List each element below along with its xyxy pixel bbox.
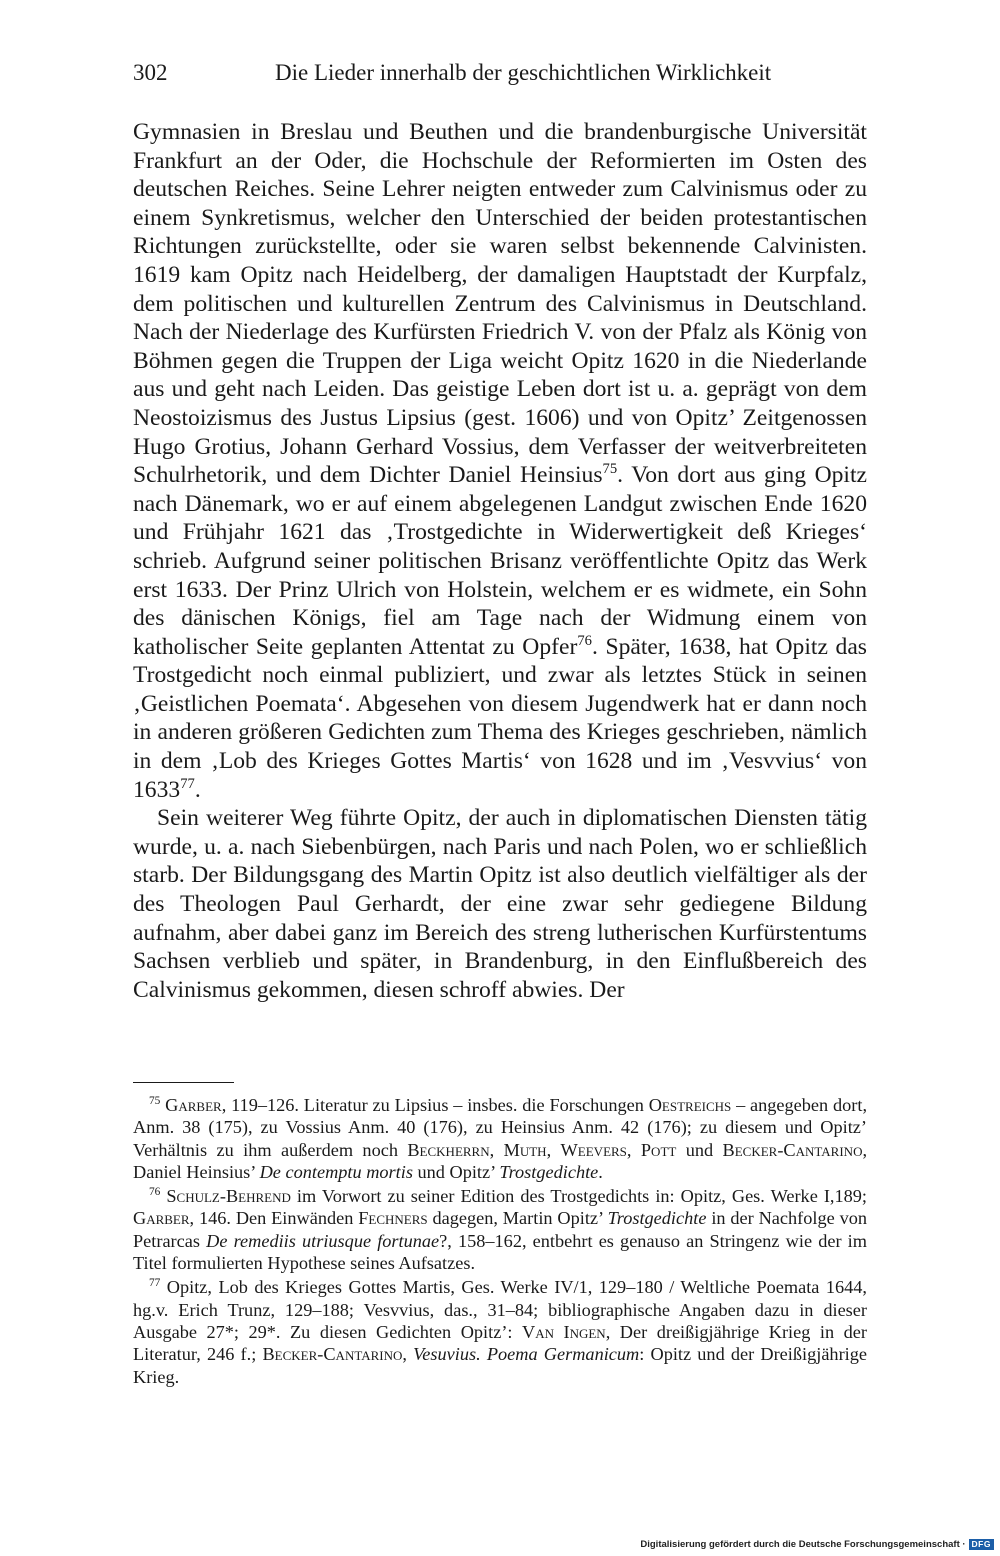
author-name: Garber [165,1095,222,1115]
author-name: Fechners [358,1208,428,1229]
author-name: Becker-Cantarino [262,1344,403,1365]
footnote-ref-77: 77 [180,775,195,792]
footnotes [133,1094,867,1388]
author-name: Becker-Cantarino [722,1139,863,1160]
main-text [133,118,867,1004]
digitization-credit-text: Digitalisierung gefördert durch die Deutsche Forschungsgemeinschaft · [640,1539,966,1550]
author-name: Weevers [560,1139,627,1160]
footnote-number: 76 [149,1186,161,1199]
work-title: De contemptu mortis [259,1161,413,1182]
paragraph-2: Sein weiterer Weg führte Opitz, der auch in diplomatischen Diensten tätig wurde, u. a. nach Siebenbürgen, nach Paris und nach Polen, wo er schließlich starb. Der Bildungsgang des Martin Opitz ist also deutlich vielfältiger als der des Theologen Paul Gerhardt, der eine zwar sehr gediegene Bildung aufnahm, aber dabei ganz im Bereich des streng lutherischen Kurfürstentums Sachsen verblieb und später, in Brandenburg, in den Einflußbereich des Calvinismus gekommen, diesen schroff abwies. Der [133,805,867,1003]
author-name: Schulz-Behrend [166,1186,291,1207]
running-head-title: Die Lieder innerhalb der geschichtlichen Wirklichkeit [275,60,772,85]
dfg-logo: DFG [969,1539,994,1550]
footnote-77: $^{77}$ Opitz, Lob des Krieges Gottes Martis, Ges. Werke IV/1, 129–180 / Weltliche Poemata 1644, hg.v. Erich Trunz, 129–188; Vesvvius, das., 31–84; bibliographische Angaben dazu in dieser Ausgabe 27*; 29*. Zu diesen Gedichten Opitz’: Van Ingen, Der dreißigjährige Krieg in der Literatur, 246 f.; Becker-Cantarino, Vesuvius. Poema Germanicum: Opitz und der Dreißigjährige Krieg. [133,1277,868,1387]
footnote-number: 77 [149,1277,161,1290]
author-name: Muth [503,1139,547,1160]
footnote-75: $^{75}$ Garber, 119–126. Literatur zu Lipsius – insbes. die Forschungen Oestreichs – angegeben dort, Anm. 38 (175), zu Vossius Anm. 40 (176), zu Heinsius Anm. 42 (176); zu diesem und Opitz’ Verhältnis zu ihm außerdem noch Beckherrn, Muth, Weevers, Pott und Becker-Cantarino, Daniel Heinsius’ De contemptu mortis und Opitz’ Trostgedichte. [133,1094,868,1182]
author-name: Pott [640,1139,677,1160]
page-number: 302 [133,60,168,85]
footnote-76: $^{76}$ Schulz-Behrend im Vorwort zu seiner Edition des Trostgedichts in: Opitz, Ges. Werke I,189; Garber, 146. Den Einwänden Fechners dagegen, Martin Opitz’ Trostgedichte in der Nachfolge von Petrarcas De remediis utriusque fortunae?, 158–162, entbehrt es genauso an Stringenz wie der im Titel formulierten Hypothese seines Aufsatzes. [133,1186,868,1274]
paragraph-1-text-b: . Von dort aus ging Opitz nach Dänemark, wo er auf einem abgelegenen Landgut zwischen Ende 1620 und Frühjahr 1621 das ‚Trostgedichte in Widerwertigkeit deß Krieges‘ schrieb. Aufgrund seiner politischen Brisanz veröffentlichte Opitz das Werk erst 1633. Der Prinz Ulrich von Holstein, welchem er es widmete, ein Sohn des dänischen Königs, fiel am Tage nach der Widmung einem von katholischer Seite geplanten Attentat zu Opfer [133,462,868,660]
work-title: Trostgedichte [499,1161,599,1182]
work-title: Vesuvius. Poema Germanicum [413,1344,640,1365]
author-name: Beckherrn [407,1139,490,1160]
footnote-separator [133,1082,234,1083]
footnote-ref-76: 76 [577,632,592,649]
work-title: Trostgedichte [607,1208,707,1229]
digitization-credit [594,1538,994,1552]
paragraph-1-text-d: . [194,776,201,803]
work-title: De remediis utriusque fortunae [206,1230,440,1251]
author-name: Van Ingen [522,1321,606,1342]
footnote-ref-75: 75 [602,461,618,478]
paragraph-1 [133,118,867,804]
author-name: Garber [133,1208,190,1229]
paragraph-1-text-c: . Später, 1638, hat Opitz das Trostgedicht noch einmal publiziert, und zwar als letztes Stück in seinen ‚Geistlichen Poemata‘. Abgesehen von diesem Jugendwerk hat er dann noch in anderen größeren Gedichten zum Thema des Krieges geschrieben, nämlich in dem ‚Lob des Krieges Gottes Martis‘ von 1628 und im ‚Vesvvius‘ von 1633 [133,633,867,803]
author-name: Oestreichs [648,1095,732,1115]
running-head [133,57,867,89]
footnote-number: 75 [149,1094,161,1107]
paragraph-1-text-a: Gymnasien in Breslau und Beuthen und die brandenburgische Universität Frankfurt an der Oder, die Hochschule der Reformierten im Osten des deutschen Reiches. Seine Lehrer neigten entweder zum Calvinismus oder zu einem Synkretismus, welcher den Unterschied der beiden protestantischen Richtungen zurückstellte, oder sie waren selbst bekennende Calvinisten. 1619 kam Opitz nach Heidelberg, der damaligen Hauptstadt der Kurpfalz, dem politischen und kulturellen Zentrum des Calvinismus in Deutschland. Nach der Niederlage des Kurfürsten Friedrich V. von der Pfalz als König von Böhmen gegen die Truppen der Liga weicht Opitz 1620 in die Niederlande aus und geht nach Leiden. Das geistige Leben dort ist u. a. geprägt von dem Neostoizismus des Justus Lipsius (gest. 1606) und von Opitz’ Zeitgenossen Hugo Grotius, Johann Gerhard Vossius, dem Verfasser der weitverbreiteten Schulrhetorik, und dem Dichter Daniel Heinsius [133,119,867,489]
